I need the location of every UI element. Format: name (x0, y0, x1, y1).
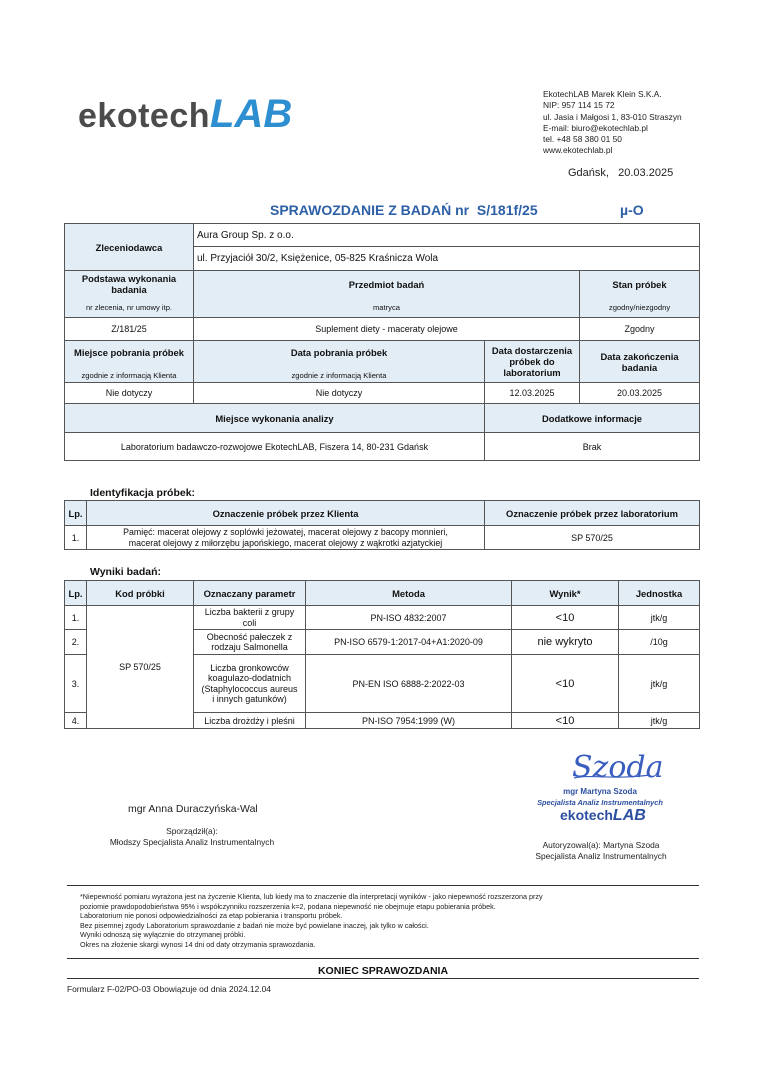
result-param-line: Obecność pałeczek z (206, 631, 293, 642)
handwritten-signature: Szoda (572, 750, 664, 785)
company-nip: NIP: 957 114 15 72 (543, 100, 615, 111)
footnote-line: poziomie prawdopodobieństwa 95% i współczynniku rozszerzenia k=2, podana niepewność nie obejmuje etapu pobierania próbek. (80, 901, 496, 911)
basis-sub: nr zlecenia, nr umowy itp. (65, 298, 194, 318)
client-label: Zleceniodawca (65, 224, 194, 271)
result-param-line: coli (242, 617, 257, 628)
results-header-lp: Lp. (65, 581, 87, 606)
result-param-line: (Staphylococcus aureus (201, 683, 298, 694)
client-address: ul. Przyjaciół 30/2, Księżenice, 05-825 Kraśnicza Wola (194, 247, 700, 271)
company-address: ul. Jasia i Małgosi 1, 83-010 Straszyn (543, 111, 682, 122)
result-param-line: i innych gatunków) (212, 694, 287, 704)
result-param-line: Liczba gronkowców (210, 662, 289, 673)
result-lp: 2. (65, 630, 87, 655)
result-value: <10 (512, 606, 619, 630)
end-date-value: 20.03.2025 (580, 383, 700, 404)
ident-header-lp: Lp. (65, 501, 87, 526)
result-method: PN-ISO 7954:1999 (W) (306, 713, 512, 729)
stamp-role: Specjalista Analiz Instrumentalnych (537, 798, 663, 807)
result-lp: 1. (65, 606, 87, 630)
additional-info-value: Brak (485, 433, 700, 461)
preparer-label-1: Sporządził(a): (166, 826, 218, 836)
report-info-table (64, 223, 700, 461)
authorizer-label-2: Specjalista Analiz Instrumentalnych (535, 851, 667, 861)
notes-top-rule (67, 885, 699, 886)
preparer-label-2: Młodszy Specjalista Analiz Instrumentalnych (109, 837, 275, 847)
result-unit: jtk/g (619, 655, 700, 713)
subject-value: Suplement diety - maceraty olejowe (194, 318, 580, 341)
sampling-place-label: Miejsce pobrania próbek (74, 347, 184, 358)
company-logo (78, 92, 292, 137)
company-name: EkotechLAB Marek Klein S.K.A. (543, 89, 662, 99)
basis-label: Podstawa wykonania badania (65, 271, 194, 298)
order-number: Z/181/25 (65, 318, 194, 341)
result-unit: /10g (619, 630, 700, 655)
result-param-line: koagulazo-dodatnich (207, 673, 292, 683)
footnote-line: Laboratorium nie ponosi odpowiedzialności za etap pobierania i transportu próbek. (80, 911, 343, 921)
results-header-method: Metoda (306, 581, 512, 606)
result-method: PN-ISO 4832:2007 (306, 606, 512, 630)
authorizer-label-1: Autoryzowal(a): Martyna Szoda (542, 840, 660, 850)
result-unit: jtk/g (619, 606, 700, 630)
ident-lab-marking: SP 570/25 (485, 526, 700, 550)
ident-header-client: Oznaczenie próbek przez Klienta (87, 501, 485, 526)
results-header-unit: Jednostka (619, 581, 700, 606)
identification-table (64, 500, 700, 550)
sampling-date-label: Data pobrania próbek (290, 347, 388, 358)
ident-client-marking-line1: Pamięć: macerat olejowy z soplówki jeżowatej, macerat olejowy z bacopy monnieri, (123, 527, 448, 537)
signature-stroke (572, 773, 652, 781)
result-value: <10 (512, 655, 619, 713)
preparer-name: mgr Anna Duraczyńska-Wal (128, 803, 258, 815)
footnotes (80, 892, 543, 950)
result-param: Liczba drożdży i pleśni (194, 713, 306, 729)
stamp-name: mgr Martyna Szoda (563, 787, 637, 796)
table-row (65, 606, 700, 630)
end-date-label: Data zakończenia badania (580, 341, 700, 383)
logo-eko: ekotech (78, 97, 210, 135)
results-header-result: Wynik* (512, 581, 619, 606)
form-footer: Formularz F-02/PO-03 Obowiązuje od dnia 2024.12.04 (67, 984, 271, 994)
ident-lp: 1. (65, 526, 87, 550)
end-rule (67, 978, 699, 979)
result-method: PN-ISO 6579-1:2017-04+A1:2020-09 (306, 630, 512, 655)
authorizer-label (520, 840, 682, 862)
sampling-date-sub: zgodnie z informacją Klienta (291, 371, 387, 380)
notes-bottom-rule (67, 958, 699, 959)
result-param-line: Liczba bakterii z grupy (204, 607, 295, 617)
result-param-line: rodzaju Salmonella (211, 642, 288, 652)
analysis-place-label: Miejsce wykonania analizy (65, 404, 485, 433)
results-header-code: Kod próbki (87, 581, 194, 606)
result-value: <10 (512, 713, 619, 729)
subject-sub: matryca (194, 298, 580, 318)
ident-client-marking-line2: macerat olejowy z miłorzębu japońskiego, macerat olejowy z wąkrotki azjatyckiej (128, 537, 443, 548)
state-sub: zgodny/niezgodny (580, 298, 700, 318)
result-sample-code: SP 570/25 (87, 606, 194, 729)
result-method: PN-EN ISO 6888-2:2022-03 (306, 655, 512, 713)
report-title: SPRAWOZDANIE Z BADAŃ nr S/181f/25 (270, 202, 538, 218)
ident-header-lab: Oznaczenie próbek przez laboratorium (485, 501, 700, 526)
company-email: E-mail: biuro@ekotechlab.pl (543, 122, 648, 133)
result-unit: jtk/g (619, 713, 700, 729)
subject-label: Przedmiot badań (194, 271, 580, 298)
sampling-place-cell (65, 341, 194, 383)
report-code: µ-O (620, 202, 644, 218)
logo-lab: LAB (210, 92, 293, 136)
sampling-date-cell (194, 341, 485, 383)
footnote-line: *Niepewność pomiaru wyrażona jest na życzenie Klienta, lub kiedy ma to znaczenie dla interpretacji wyników - jako niepewność rozszerzona przy (80, 892, 543, 901)
sampling-date-value: Nie dotyczy (194, 383, 485, 404)
result-param (194, 630, 306, 655)
result-param (194, 606, 306, 630)
ident-client-marking (87, 526, 485, 550)
table-row (65, 526, 700, 550)
footnote-line: Bez pisemnej zgody Laboratorium sprawozdanie z badań nie może być powielane inaczej, jak tylko w całości. (80, 920, 429, 930)
identification-title: Identyfikacja próbek: (90, 487, 196, 499)
analysis-place-value: Laboratorium badawczo-rozwojowe EkotechLAB, Fiszera 14, 80-231 Gdańsk (65, 433, 485, 461)
additional-info-label: Dodatkowe informacje (485, 404, 700, 433)
sampling-place-value: Nie dotyczy (65, 383, 194, 404)
client-name: Aura Group Sp. z o.o. (194, 224, 700, 247)
stamp-logo-lab: LAB (612, 807, 646, 824)
results-header-param: Oznaczany parametr (194, 581, 306, 606)
delivery-date-value: 12.03.2025 (485, 383, 580, 404)
result-lp: 4. (65, 713, 87, 729)
result-value: nie wykryto (512, 630, 619, 655)
state-value: Zgodny (580, 318, 700, 341)
stamp-logo (560, 807, 646, 825)
company-website: www.ekotechlab.pl (543, 145, 613, 156)
results-table (64, 580, 700, 729)
results-title: Wyniki badań: (90, 566, 161, 578)
result-lp: 3. (65, 655, 87, 713)
company-phone: tel. +48 58 380 01 50 (543, 134, 622, 145)
company-info (543, 89, 682, 157)
stamp-logo-eko: ekotech (560, 807, 613, 823)
result-param (194, 655, 306, 713)
sampling-place-sub: zgodnie z informacją Klienta (81, 371, 177, 380)
preparer-label (102, 826, 282, 848)
place-date: Gdańsk, 20.03.2025 (568, 167, 674, 179)
state-label: Stan próbek (580, 271, 700, 298)
footnote-line: Wyniki odnoszą się wyłącznie do otrzymanej próbki. (80, 930, 246, 940)
footnote-line: Okres na złożenie skargi wynosi 14 dni od daty otrzymania sprawozdania. (80, 939, 316, 949)
delivery-date-label: Data dostarczenia próbek do laboratorium (485, 341, 580, 383)
end-of-report-title: KONIEC SPRAWOZDANIA (317, 965, 449, 977)
